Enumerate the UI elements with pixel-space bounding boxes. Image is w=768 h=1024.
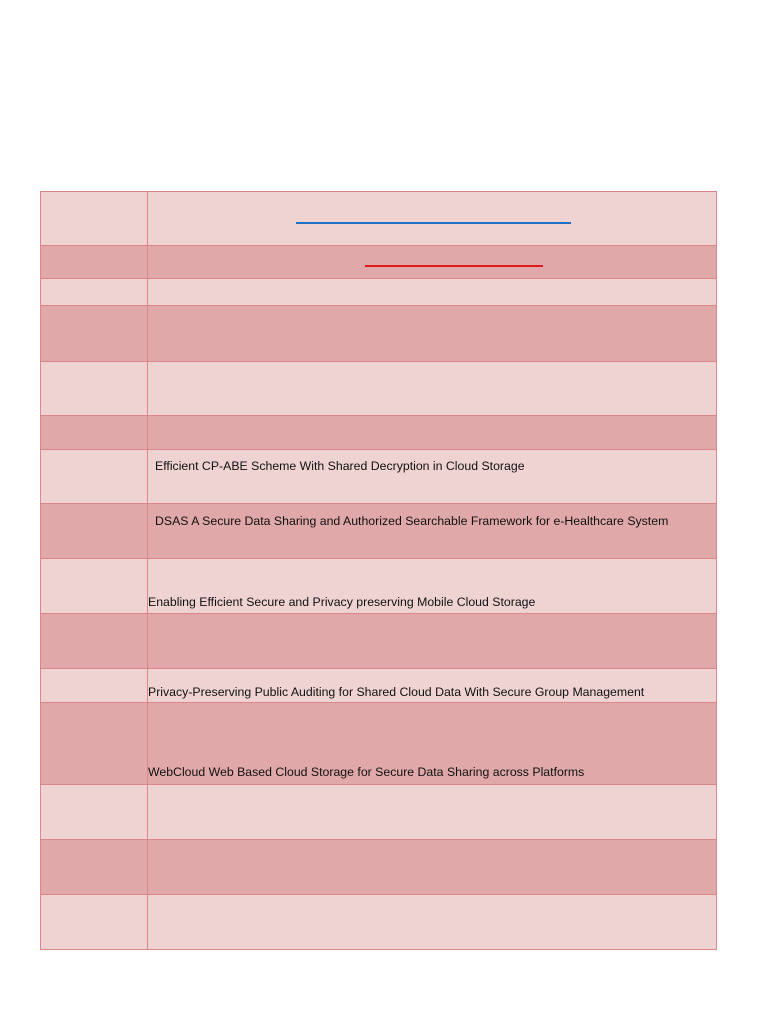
title-cell — [148, 192, 716, 245]
table-row — [41, 614, 716, 669]
title-cell — [148, 362, 716, 415]
number-cell — [41, 362, 148, 415]
title-cell — [148, 785, 716, 839]
number-cell — [41, 895, 148, 949]
title-cell — [148, 504, 716, 558]
number-cell — [41, 450, 148, 503]
number-cell — [41, 614, 148, 668]
table-row — [41, 559, 716, 614]
title-cell — [148, 669, 716, 702]
table-row — [41, 504, 716, 559]
title-cell — [148, 416, 716, 449]
table-row — [41, 362, 716, 416]
number-cell — [41, 246, 148, 278]
number-cell — [41, 306, 148, 361]
table-row — [41, 895, 716, 950]
title-cell — [148, 703, 716, 784]
table-row — [41, 192, 716, 246]
table-row — [41, 416, 716, 450]
number-cell — [41, 785, 148, 839]
title-cell — [148, 279, 716, 305]
title-cell — [148, 306, 716, 361]
number-cell — [41, 192, 148, 245]
title-cell — [148, 246, 716, 278]
papers-table — [40, 191, 717, 950]
title-cell — [148, 559, 716, 613]
number-cell — [41, 669, 148, 702]
table-row — [41, 785, 716, 840]
table-row — [41, 279, 716, 306]
title-cell — [148, 840, 716, 894]
table-row — [41, 703, 716, 785]
number-cell — [41, 279, 148, 305]
title-cell — [148, 614, 716, 668]
table-row — [41, 246, 716, 279]
paper-title: Privacy-Preserving Public Auditing for Shared Cloud Data With Secure Group Management — [148, 685, 645, 699]
table-row — [41, 306, 716, 362]
table-row — [41, 840, 716, 895]
title-cell — [148, 895, 716, 949]
hyperlink-underline[interactable] — [296, 222, 571, 224]
number-cell — [41, 504, 148, 558]
paper-title: Efficient CP-ABE Scheme With Shared Decryption in Cloud Storage — [155, 459, 525, 473]
number-cell — [41, 840, 148, 894]
table-row — [41, 669, 716, 703]
paper-title: WebCloud Web Based Cloud Storage for Secure Data Sharing across Platforms — [148, 765, 585, 779]
number-cell — [41, 559, 148, 613]
number-cell — [41, 703, 148, 784]
paper-title: Enabling Efficient Secure and Privacy preserving Mobile Cloud Storage — [148, 595, 536, 609]
paper-title: DSAS A Secure Data Sharing and Authorized Searchable Framework for e-Healthcare System — [155, 514, 669, 528]
title-cell — [148, 450, 716, 503]
hyperlink-underline[interactable] — [365, 265, 543, 267]
number-cell — [41, 416, 148, 449]
table-row — [41, 450, 716, 504]
